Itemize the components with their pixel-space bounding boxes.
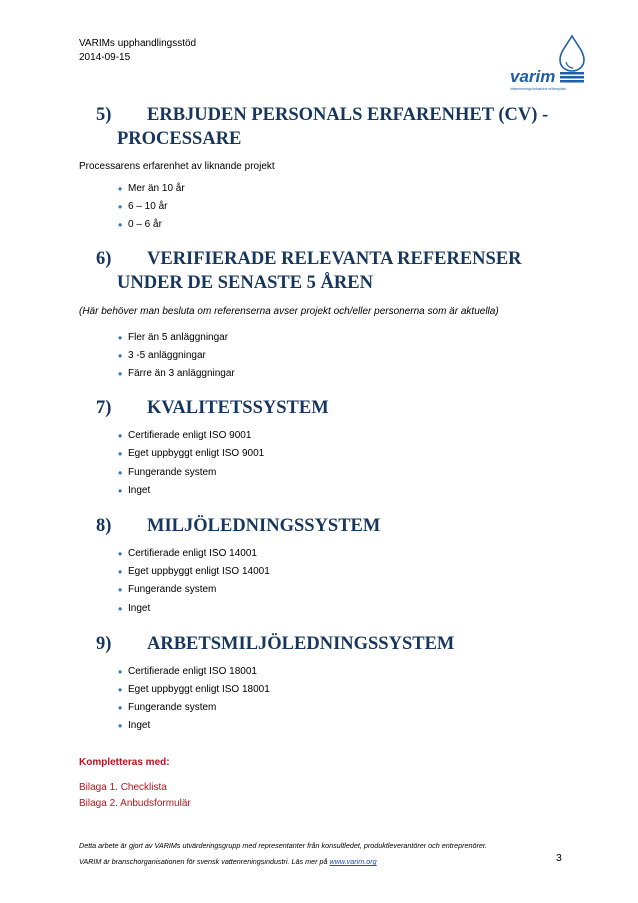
section-number: 9) [96,633,112,654]
document-date: 2014-09-15 [79,52,131,63]
section-intro: Processarens erfarenhet av liknande projekt [79,161,275,172]
bullet-list [79,545,564,618]
varim-website-link[interactable]: www.varim.org [329,857,377,866]
list-item: • Fler än 5 anläggningar [118,330,229,345]
logo-wordmark: varim [510,67,556,86]
section-heading [79,247,564,295]
page-number: 3 [556,852,562,864]
bullet-list [79,329,564,384]
section-title: MILJÖLEDNINGSSYSTEM [147,516,381,537]
list-item: • Färre än 3 anläggningar [118,367,235,382]
section-title: ARBETSMILJÖLEDNINGSSYSTEM [147,633,455,654]
section-intro: (Här behöver man besluta om referenserna avser projekt och/eller personerna som är aktuella) [79,305,499,317]
list-item: • 3 -5 anläggningar [118,348,206,363]
section-title-continued: PROCESSARE [117,129,242,149]
footer-note: Detta arbete är gjort av VARIMs utvärderingsgrupp med representanter från konsultledet, produktleverantörer och entreprenörer. [79,841,488,850]
attachment-item: Bilaga 2. Anbudsformulär [79,797,191,809]
section-number: 6) [96,248,112,269]
section-title-continued: UNDER DE SENASTE 5 ÅREN [117,272,373,293]
list-item: • Certifierade enligt ISO 18001 [118,664,257,679]
footer-about: VARIM är branschorganisationen för svensk vattenreningsindustri. Läs mer på www.varim.org [79,857,377,866]
section-title: KVALITETSSYSTEM [147,398,329,419]
list-item: • Inget [118,483,151,498]
list-item: • Certifierade enligt ISO 14001 [118,547,257,562]
attachments-heading: Kompletteras med: [79,756,170,768]
list-item: • 6 – 10 år [118,200,168,215]
document-header [79,37,196,65]
list-item: • Eget uppbyggt enligt ISO 14001 [118,565,270,580]
org-name: VARIMs upphandlingsstöd [79,38,197,49]
logo-tagline: Vattenreningsindustrins mötesplats [510,87,566,91]
list-item: • Inget [118,601,151,616]
page-footer [79,838,564,870]
list-item: • Eget uppbyggt enligt ISO 18001 [118,683,270,698]
section-title: VERIFIERADE RELEVANTA REFERENSER [147,248,522,269]
list-item: • Fungerande system [118,465,217,480]
list-item: • Inget [118,719,151,734]
section-number: 7) [96,398,112,419]
section-heading [79,103,564,151]
section-heading [79,396,564,420]
section-heading [79,632,564,656]
list-item: • Fungerande system [118,701,217,716]
list-item: • Mer än 10 år [118,182,185,196]
bullet-list [79,663,564,736]
document-body [79,103,564,811]
list-item: • Eget uppbyggt enligt ISO 9001 [118,447,265,462]
list-item: • 0 – 6 år [118,218,162,233]
varim-logo [500,34,596,94]
bullet-list [79,427,564,500]
section-title: ERBJUDEN PERSONALS ERFARENHET (CV) - [147,105,549,125]
list-item: • Fungerande system [118,583,217,598]
list-item: • Certifierade enligt ISO 9001 [118,429,252,444]
section-number: 8) [96,516,112,537]
bullet-list [79,180,564,235]
attachment-item: Bilaga 1. Checklista [79,781,167,793]
section-number: 5) [96,105,112,125]
section-heading [79,514,564,538]
